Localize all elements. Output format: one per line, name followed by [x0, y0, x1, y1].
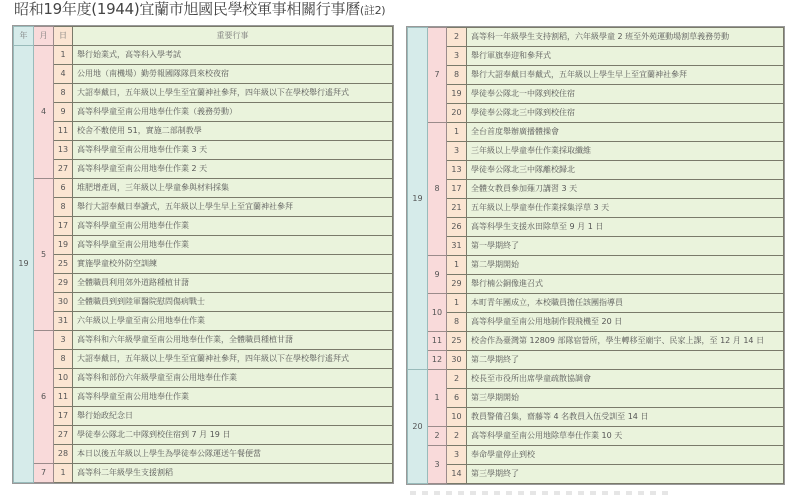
month-cell: 12 — [428, 351, 447, 370]
day-cell: 2 — [447, 427, 467, 446]
table-row — [408, 104, 784, 123]
header-year: 年 — [14, 27, 34, 46]
month-cell: 9 — [428, 256, 447, 294]
table-row — [408, 28, 784, 47]
table-row — [408, 256, 784, 275]
month-cell: 7 — [34, 464, 54, 483]
table-row — [14, 179, 393, 198]
table-row — [14, 312, 393, 331]
event-cell: 舉行始政紀念日 — [73, 407, 393, 426]
calendar-table-right — [407, 27, 784, 484]
event-cell: 高等科學童至南公用地奉仕作業 — [73, 236, 393, 255]
event-cell: 全台首度舉辦廣播體操會 — [467, 123, 784, 142]
event-cell: 高等科和六年級學童至南公用地奉仕作業，全體職員種植甘藷 — [73, 331, 393, 350]
day-cell: 13 — [54, 141, 73, 160]
table-row — [14, 217, 393, 236]
table-row — [408, 446, 784, 465]
day-cell: 4 — [54, 65, 73, 84]
day-cell: 1 — [54, 46, 73, 65]
event-cell: 全體職員到到陸軍醫院慰問傷病戰士 — [73, 293, 393, 312]
event-cell: 全體職員利用郊外道路種植甘藷 — [73, 274, 393, 293]
day-cell: 3 — [447, 47, 467, 66]
event-cell: 學徒奉公隊北三中隊到校住宿 — [467, 104, 784, 123]
event-cell: 公用地（南機場）勤勞報國隊隊員來校夜宿 — [73, 65, 393, 84]
day-cell: 30 — [54, 293, 73, 312]
table-row — [408, 180, 784, 199]
day-cell: 17 — [447, 180, 467, 199]
day-cell: 6 — [447, 389, 467, 408]
day-cell: 3 — [54, 331, 73, 350]
day-cell: 2 — [447, 370, 467, 389]
cropped-caption — [410, 491, 670, 495]
event-cell: 教員警備召集，齋藤等 4 名教員入伍受訓至 14 日 — [467, 408, 784, 427]
event-cell: 舉行大詔奉戴日奉戴式，五年級以上學生早上至宜蘭神社參拜 — [467, 66, 784, 85]
event-cell: 舉行楠公銅像進召式 — [467, 275, 784, 294]
day-cell: 17 — [54, 407, 73, 426]
event-cell: 校舍不敷使用 51，實施二部制教學 — [73, 122, 393, 141]
day-cell: 8 — [447, 313, 467, 332]
table-row — [14, 46, 393, 65]
table-row — [408, 351, 784, 370]
table-row — [14, 65, 393, 84]
day-cell: 25 — [447, 332, 467, 351]
table-row — [14, 388, 393, 407]
event-cell: 第三學期終了 — [467, 465, 784, 484]
calendar-table-left — [13, 26, 393, 483]
table-row — [408, 275, 784, 294]
table-header-row — [14, 27, 393, 46]
event-cell: 學徒奉公隊北三中隊離校歸北 — [467, 161, 784, 180]
day-cell: 8 — [447, 66, 467, 85]
day-cell: 25 — [54, 255, 73, 274]
day-cell: 1 — [447, 256, 467, 275]
table-row — [14, 293, 393, 312]
day-cell: 31 — [54, 312, 73, 331]
day-cell: 11 — [54, 388, 73, 407]
event-cell: 舉行大詔奉戴日奉讀式，五年級以上學生早上至宜蘭神社參拜 — [73, 198, 393, 217]
table-row — [14, 236, 393, 255]
event-cell: 高等科一年級學生支持割稻，六年級學童 2 班至外苑運動場割草義務勞動 — [467, 28, 784, 47]
day-cell: 8 — [54, 84, 73, 103]
event-cell: 學徒奉公隊北二中隊到校住宿到 7 月 19 日 — [73, 426, 393, 445]
event-cell: 實施學童校外防空訓練 — [73, 255, 393, 274]
day-cell: 2 — [447, 28, 467, 47]
event-cell: 校舍作為臺灣第 12809 部隊宿營所，學生轉移至廟宇、民家上課，至 12 月 14 日 — [467, 332, 784, 351]
month-cell: 2 — [428, 427, 447, 446]
table-row — [14, 407, 393, 426]
table-row — [408, 332, 784, 351]
table-row — [14, 369, 393, 388]
event-cell: 高等科學童至南公用地制作假飛機至 20 日 — [467, 313, 784, 332]
day-cell: 1 — [54, 464, 73, 483]
event-cell: 堆肥增產周，三年級以上學童參與材料採集 — [73, 179, 393, 198]
table-row — [408, 313, 784, 332]
header-event: 重要行事 — [73, 27, 393, 46]
table-row — [14, 445, 393, 464]
table-row — [408, 66, 784, 85]
table-row — [408, 237, 784, 256]
event-cell: 第二學期終了 — [467, 351, 784, 370]
month-cell: 10 — [428, 294, 447, 332]
page-title — [14, 0, 385, 20]
month-cell: 1 — [428, 370, 447, 427]
day-cell: 6 — [54, 179, 73, 198]
table-row — [14, 274, 393, 293]
table-row — [14, 141, 393, 160]
table-row — [408, 389, 784, 408]
table-row — [14, 198, 393, 217]
month-cell: 5 — [34, 179, 54, 331]
day-cell: 3 — [447, 142, 467, 161]
event-cell: 本日以後五年級以上學生為學徒奉公隊運送午餐便當 — [73, 445, 393, 464]
event-cell: 學徒奉公隊北一中隊到校住宿 — [467, 85, 784, 104]
day-cell: 1 — [447, 123, 467, 142]
day-cell: 19 — [54, 236, 73, 255]
month-cell: 8 — [428, 123, 447, 256]
day-cell: 11 — [54, 122, 73, 141]
table-row — [408, 465, 784, 484]
day-cell: 27 — [54, 426, 73, 445]
event-cell: 高等科學童至南公用地奉仕作業 — [73, 388, 393, 407]
table-row — [408, 85, 784, 104]
table-row — [14, 122, 393, 141]
day-cell: 30 — [447, 351, 467, 370]
event-cell: 舉行軍旗奉迎和參拜式 — [467, 47, 784, 66]
event-cell: 舉行始業式，高等科入學考試 — [73, 46, 393, 65]
month-cell: 11 — [428, 332, 447, 351]
day-cell: 8 — [54, 198, 73, 217]
event-cell: 大詔奉戴日，五年級以上學生至宜蘭神社參拜，四年級以下在學校舉行遙拜式 — [73, 350, 393, 369]
table-row — [408, 294, 784, 313]
table-row — [408, 408, 784, 427]
year-cell: 19 — [408, 28, 428, 370]
day-cell: 8 — [54, 350, 73, 369]
table-row — [14, 160, 393, 179]
event-cell: 校長至市役所出席學童疏散協調會 — [467, 370, 784, 389]
table-row — [408, 370, 784, 389]
year-cell: 20 — [408, 370, 428, 484]
table-row — [408, 161, 784, 180]
table-row — [408, 142, 784, 161]
event-cell: 第二學期開始 — [467, 256, 784, 275]
day-cell: 20 — [447, 104, 467, 123]
day-cell: 29 — [54, 274, 73, 293]
event-cell: 高等科學童至南公用地除草奉仕作業 10 天 — [467, 427, 784, 446]
year-cell: 19 — [14, 46, 34, 483]
day-cell: 3 — [447, 446, 467, 465]
header-month: 月 — [34, 27, 54, 46]
event-cell: 奉命學童停止到校 — [467, 446, 784, 465]
table-row — [14, 331, 393, 350]
event-cell: 高等科和部份六年級學童至南公用地奉仕作業 — [73, 369, 393, 388]
title-footnote[interactable]: (註2) — [359, 4, 386, 17]
day-cell: 27 — [54, 160, 73, 179]
day-cell: 31 — [447, 237, 467, 256]
event-cell: 高等科學童至南公用地奉仕作業 3 天 — [73, 141, 393, 160]
table-row — [14, 464, 393, 483]
month-cell: 3 — [428, 446, 447, 484]
table-row — [14, 103, 393, 122]
table-row — [408, 218, 784, 237]
day-cell: 10 — [54, 369, 73, 388]
table-row — [14, 426, 393, 445]
table-row — [408, 47, 784, 66]
day-cell: 19 — [447, 85, 467, 104]
event-cell: 六年級以上學童至南公用地奉仕作業 — [73, 312, 393, 331]
day-cell: 14 — [447, 465, 467, 484]
day-cell: 29 — [447, 275, 467, 294]
day-cell: 13 — [447, 161, 467, 180]
table-row — [408, 427, 784, 446]
month-cell: 6 — [34, 331, 54, 464]
table-row — [408, 123, 784, 142]
event-cell: 第三學期開始 — [467, 389, 784, 408]
day-cell: 26 — [447, 218, 467, 237]
event-cell: 高等科學生支援水田除草至 9 月 1 日 — [467, 218, 784, 237]
event-cell: 全體女教員參加薙刀講習 3 天 — [467, 180, 784, 199]
event-cell: 第一學期終了 — [467, 237, 784, 256]
day-cell: 1 — [447, 294, 467, 313]
day-cell: 9 — [54, 103, 73, 122]
table-row — [14, 350, 393, 369]
table-row — [14, 255, 393, 274]
event-cell: 本町青年團成立，本校職員擔任該團指導員 — [467, 294, 784, 313]
day-cell: 17 — [54, 217, 73, 236]
event-cell: 五年級以上學童奉仕作業採集浮草 3 天 — [467, 199, 784, 218]
page-title-text: 昭和19年度(1944)宜蘭市旭國民學校軍事相關行事曆 — [14, 0, 360, 18]
event-cell: 高等科學童至南公用地奉仕作業 — [73, 217, 393, 236]
event-cell: 高等科學童至南公用地奉仕作業（義務勞動） — [73, 103, 393, 122]
day-cell: 10 — [447, 408, 467, 427]
event-cell: 三年級以上學童奉仕作業採取纖維 — [467, 142, 784, 161]
day-cell: 21 — [447, 199, 467, 218]
event-cell: 大詔奉戴日，五年級以上學生至宜蘭神社參拜，四年級以下在學校舉行遙拜式 — [73, 84, 393, 103]
table-row — [408, 199, 784, 218]
day-cell: 28 — [54, 445, 73, 464]
month-cell: 7 — [428, 28, 447, 123]
table-row — [14, 84, 393, 103]
month-cell: 4 — [34, 46, 54, 179]
event-cell: 高等科二年級學生支援割稻 — [73, 464, 393, 483]
event-cell: 高等科學童至南公用地奉仕作業 2 天 — [73, 160, 393, 179]
header-day: 日 — [54, 27, 73, 46]
